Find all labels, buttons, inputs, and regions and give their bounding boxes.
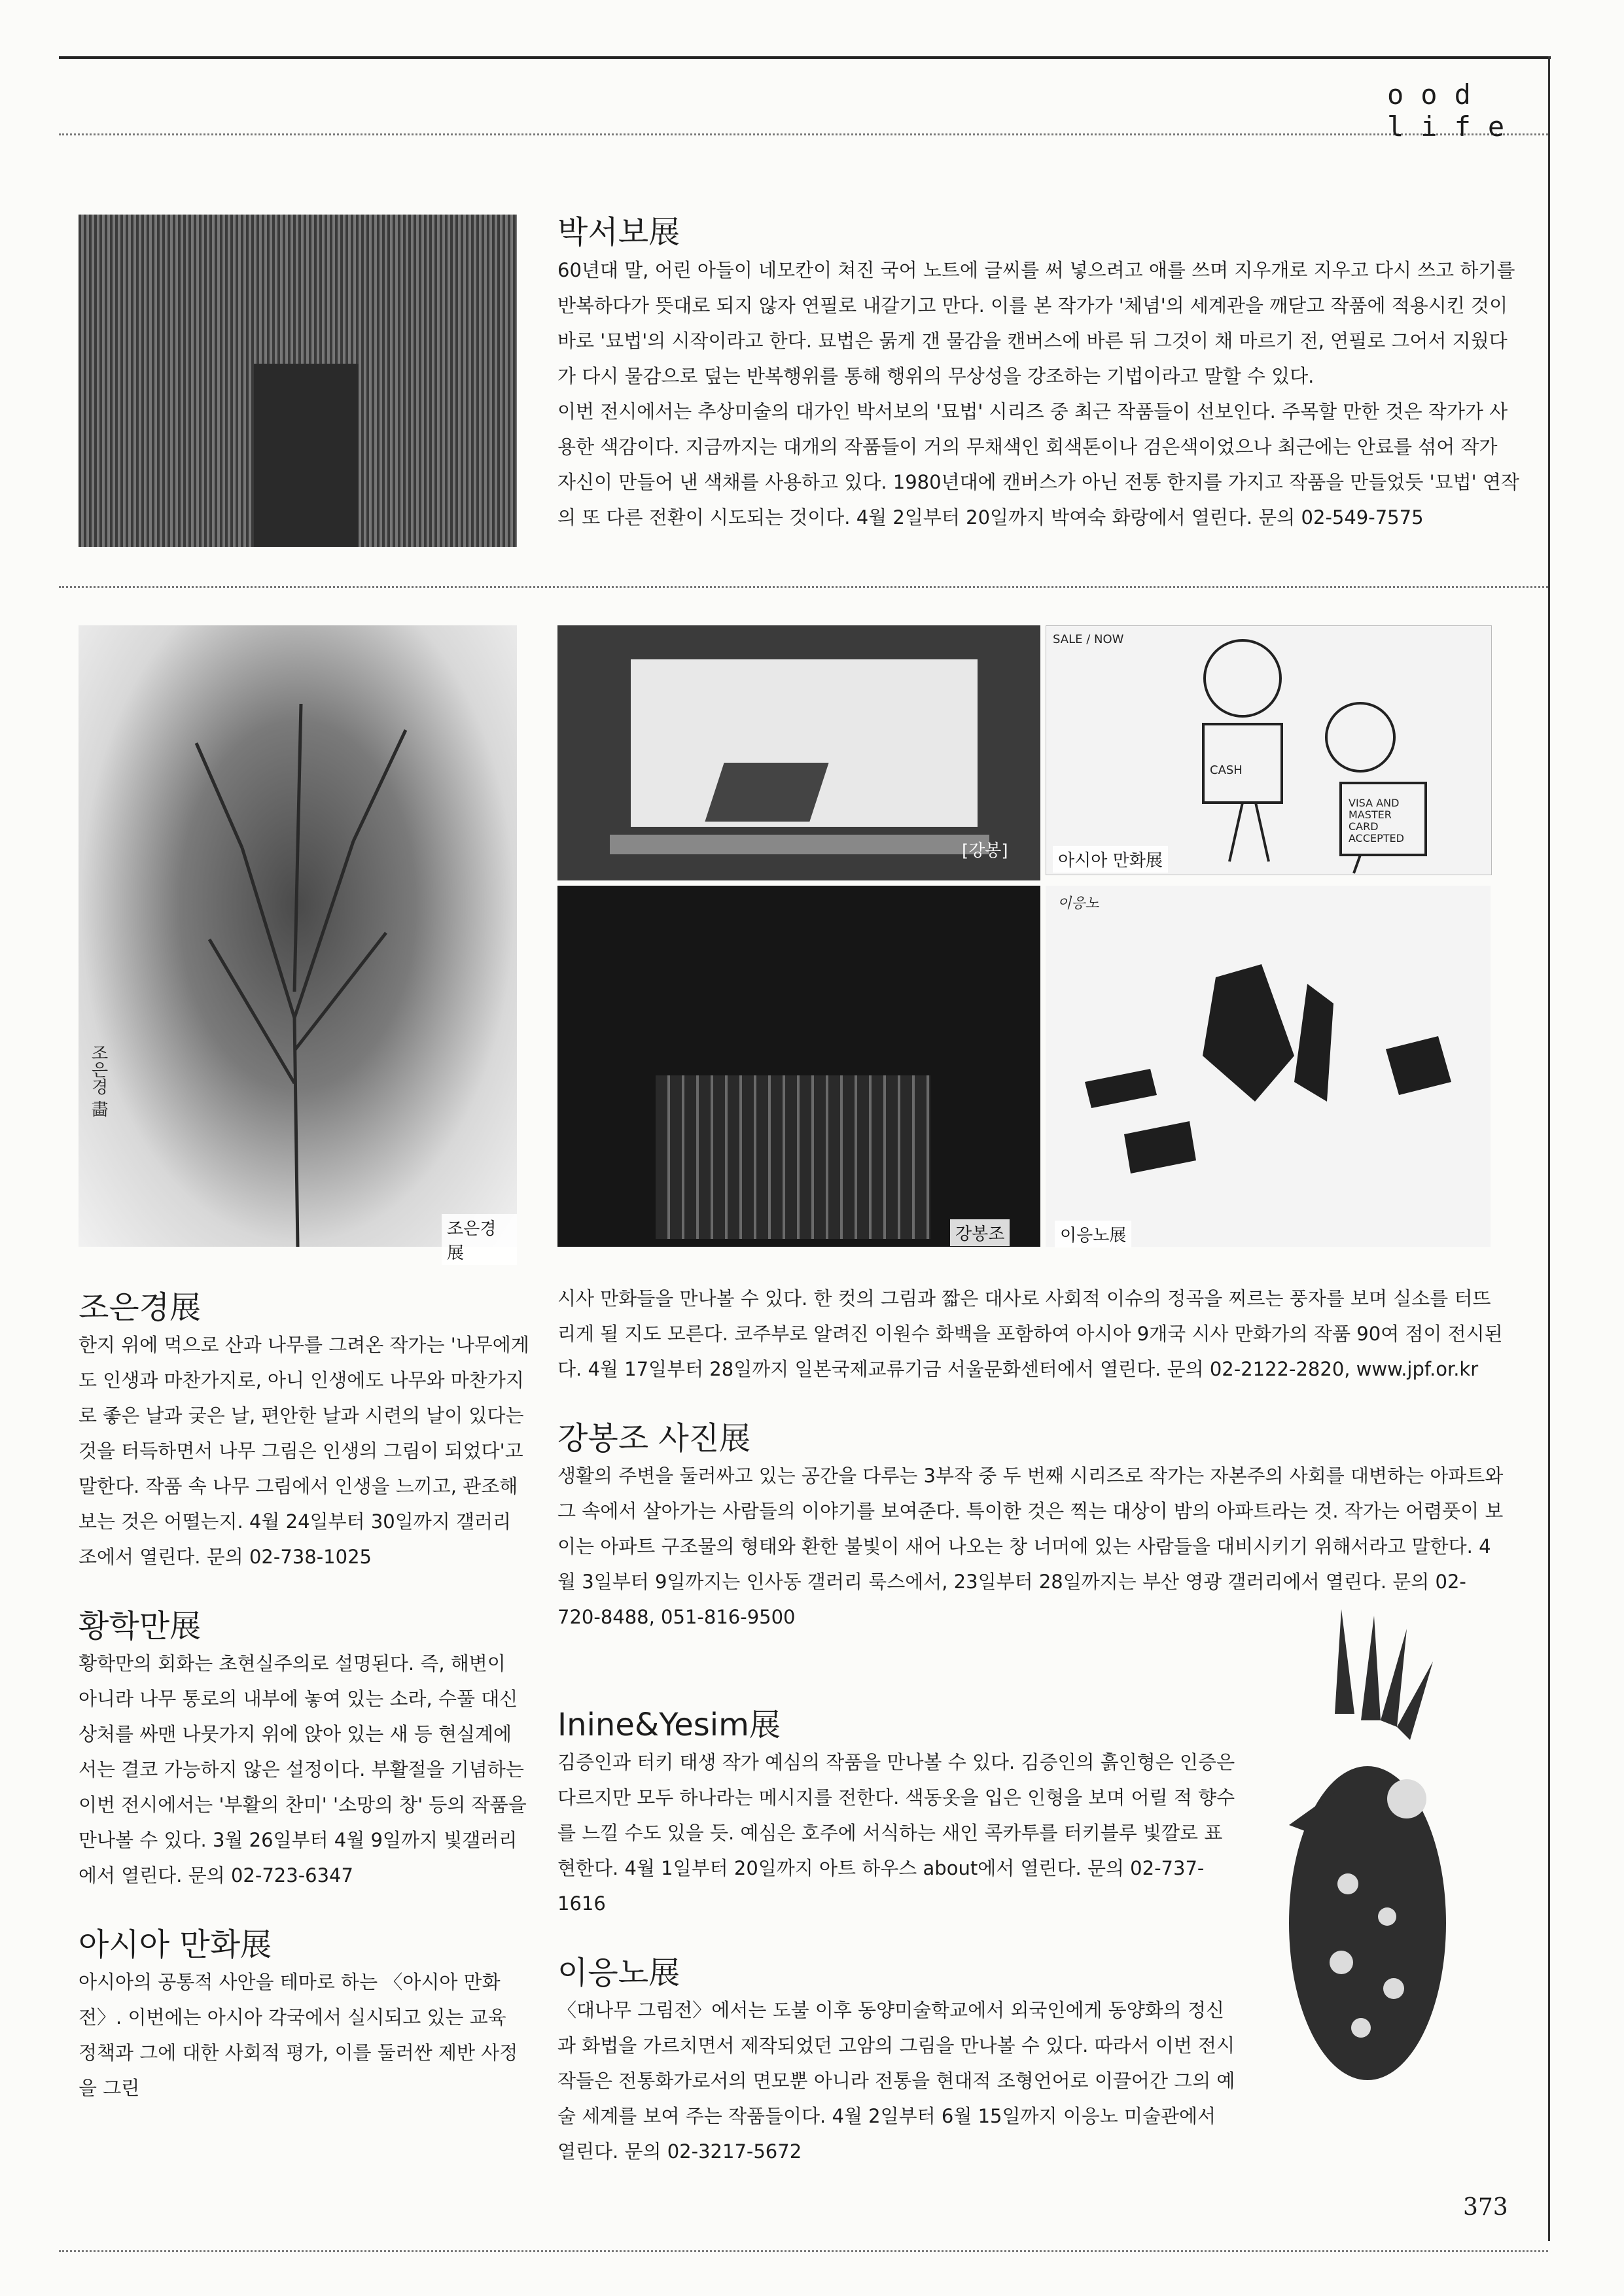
left-column: [79, 1282, 530, 2106]
jo-tree-painting: [79, 625, 517, 1263]
right-column-top: [557, 1281, 1506, 1635]
kang-photo-night: [557, 886, 1040, 1247]
top-rule: [59, 56, 1551, 59]
jo-body: 한지 위에 먹으로 산과 나무를 그려온 작가는 '나무에게도 인생과 마찬가지로, 아니 인생에도 나무와 마찬가지로 좋은 날과 궂은 날, 편안한 날과 시련의 날이 있다는 것을 터득하면서 나무 그림은 인생의 그림이 되었다'고 말한다. 작품 속 나무 그림에서 인생을 느끼고, 관조해 보는 것은 어떨는지. 4월 24일부터 30일까지 갤러리 조에서 열린다. 문의 02-738-1025: [79, 1334, 529, 1568]
jo-title: 조은경展: [79, 1289, 202, 1326]
cockatoo-sculpture: [1263, 1609, 1472, 2093]
lee-title: 이응노展: [557, 1955, 680, 1991]
caption-jo: 조은경展: [442, 1214, 517, 1265]
cartoon-bubble: SALE / NOW: [1053, 633, 1124, 646]
signature-text: 조은경 畵: [88, 1044, 108, 1118]
asia-title: 아시아 만화展: [79, 1926, 272, 1963]
park-body: [557, 252, 1519, 535]
header-divider: [59, 133, 1548, 135]
lee-seal-text: 이응노: [1057, 896, 1099, 912]
inine-title: Inine&Yesim展: [557, 1707, 781, 1743]
section-divider: [59, 586, 1548, 588]
park-painting: [79, 215, 517, 547]
hwang-body: 황학만의 회화는 초현실주의로 설명된다. 즉, 해변이 아니라 나무 통로의 내부에 놓여 있는 소라, 수풀 대신 상처를 싸맨 나뭇가지 위에 앉아 있는 새 등 현실계에서는 결코 가능하지 않은 설정이다. 부활절을 기념하는 이번 전시에서는 '부활의 찬미' '소망의 창' 등의 작품을 만나볼 수 있다. 3월 26일부터 4월 9일까지 빛갤러리에서 열린다. 문의 02-723-6347: [79, 1652, 527, 1887]
caption-lee: 이응노展: [1055, 1221, 1131, 1247]
cartoon-tag: CASH: [1210, 763, 1243, 777]
right-rule: [1548, 56, 1550, 2241]
caption-asia: 아시아 만화展: [1053, 846, 1168, 873]
section-header: ood life: [1387, 78, 1522, 143]
caption-kang: 강봉조: [950, 1219, 1010, 1246]
cockatoo-icon: [1263, 1609, 1472, 2093]
footer-divider: [59, 2250, 1548, 2252]
cartoon-box-text: VISA AND MASTER CARD ACCEPTED: [1349, 797, 1404, 844]
park-painting-block: [254, 364, 359, 547]
kang-photo-interior: [557, 625, 1040, 880]
painting-marks: [강봉]: [962, 841, 1008, 861]
page-number: 373: [1463, 2194, 1508, 2221]
kang-body: 생활의 주변을 둘러싸고 있는 공간을 다루는 3부작 중 두 번째 시리즈로 작가는 자본주의 사회를 대변하는 아파트와 그 속에서 살아가는 사람들의 이야기를 보여준다. 특이한 것은 찍는 대상이 밤의 아파트라는 것. 작가는 어렴풋이 보이는 아파트 구조물의 형태와 환한 불빛이 새어 나오는 창 너머에 있는 사람들을 대비시키기 위해서라고 말한다. 4월 3일부터 9일까지는 인사동 갤러리 룩스에서, 23일부터 28일까지는 부산 영광 갤러리에서 열린다. 문의 02-720-8488, 051-816-9500: [557, 1465, 1504, 1628]
tree-branches-icon: [79, 625, 517, 1247]
asia-body: 아시아의 공통적 사안을 테마로 하는 〈아시아 만화전〉. 이번에는 아시아 각국에서 실시되고 있는 교육 정책과 그에 대한 사회적 평가, 이를 둘러싼 제반 사정을 그린: [79, 1971, 518, 2099]
park-body-text: 60년대 말, 어린 아들이 네모칸이 쳐진 국어 노트에 글씨를 써 넣으려고 애를 쓰며 지우개로 지우고 다시 쓰고 하기를 반복하다가 뜻대로 되지 않자 연필로 내갈기고 만다. 이를 본 작가가 '체념'의 세계관을 깨닫고 작품에 적용시킨 것이 바로 '묘법'의 시작이라고 한다. 묘법은 묽게 갠 물감을 캔버스에 바른 뒤 그것이 채 마르기 전, 연필로 그어서 지웠다가 다시 물감으로 덮는 반복행위를 통해 행위의 무상성을 강조하는 기법이라고 말할 수 있다.: [557, 259, 1515, 387]
park-body-text-2: 이번 전시에서는 추상미술의 대가인 박서보의 '묘법' 시리즈 중 최근 작품들이 선보인다. 주목할 만한 것은 작가가 사용한 색감이다. 지금까지는 대개의 작품들이 거의 무채색인 회색톤이나 검은색이었으나 최근에는 안료를 섞어 작가 자신이 만들어 낸 색채를 사용하고 있다. 1980년대에 캔버스가 아닌 전통 한지를 가지고 작품을 만들었듯 '묘법' 연작의 또 다른 전환이 시도되는 것이다. 4월 2일부터 20일까지 박여숙 화랑에서 열린다. 문의 02-549-7575: [557, 400, 1519, 529]
asia-body-continued: 시사 만화들을 만나볼 수 있다. 한 컷의 그림과 짧은 대사로 사회적 이슈의 정곡을 찌르는 풍자를 보며 실소를 터뜨리게 될 지도 모른다. 코주부로 알려진 이원수 화백을 포함하여 아시아 9개국 시사 만화가의 작품 90여 점이 전시된다. 4월 17일부터 28일까지 일본국제교류기금 서울문화센터에서 열린다. 문의 02-2122-2820, www.jpf.or.kr: [557, 1287, 1503, 1380]
inine-body: 김증인과 터키 태생 작가 예심의 작품을 만나볼 수 있다. 김증인의 흙인형은 인증은 다르지만 모두 하나라는 메시지를 전한다. 색동옷을 입은 인형을 보며 어릴 적 향수를 느낄 수도 있을 듯. 예심은 호주에 서식하는 새인 콕카투를 터키블루 빛깔로 표현한다. 4월 1일부터 20일까지 아트 하우스 about에서 열린다. 문의 02-737-1616: [557, 1751, 1235, 1915]
asia-cartoon: [1046, 625, 1492, 875]
right-column-bottom: [557, 1699, 1238, 2169]
kang-title: 강봉조 사진展: [557, 1420, 751, 1457]
lee-bamboo-painting: [1046, 886, 1491, 1247]
hwang-title: 황학만展: [79, 1608, 202, 1644]
lee-body: 〈대나무 그림전〉에서는 도불 이후 동양미술학교에서 외국인에게 동양화의 정신과 화법을 가르치면서 제작되었던 고암의 그림을 만나볼 수 있다. 따라서 이번 전시작들은 전통화가로서의 면모뿐 아니라 전통을 현대적 조형언어로 이끌어간 그의 예술 세계를 보여 주는 작품들이다. 4월 2일부터 6월 15일까지 이응노 미술관에서 열린다. 문의 02-3217-5672: [557, 1999, 1235, 2163]
cartoon-figures-icon: [1046, 626, 1491, 875]
photo-rock: [705, 763, 828, 822]
park-title: 박서보展: [557, 214, 680, 251]
bamboo-strokes-icon: [1046, 886, 1491, 1247]
photo-sill: [610, 835, 989, 854]
apartment-block: [656, 1075, 930, 1239]
